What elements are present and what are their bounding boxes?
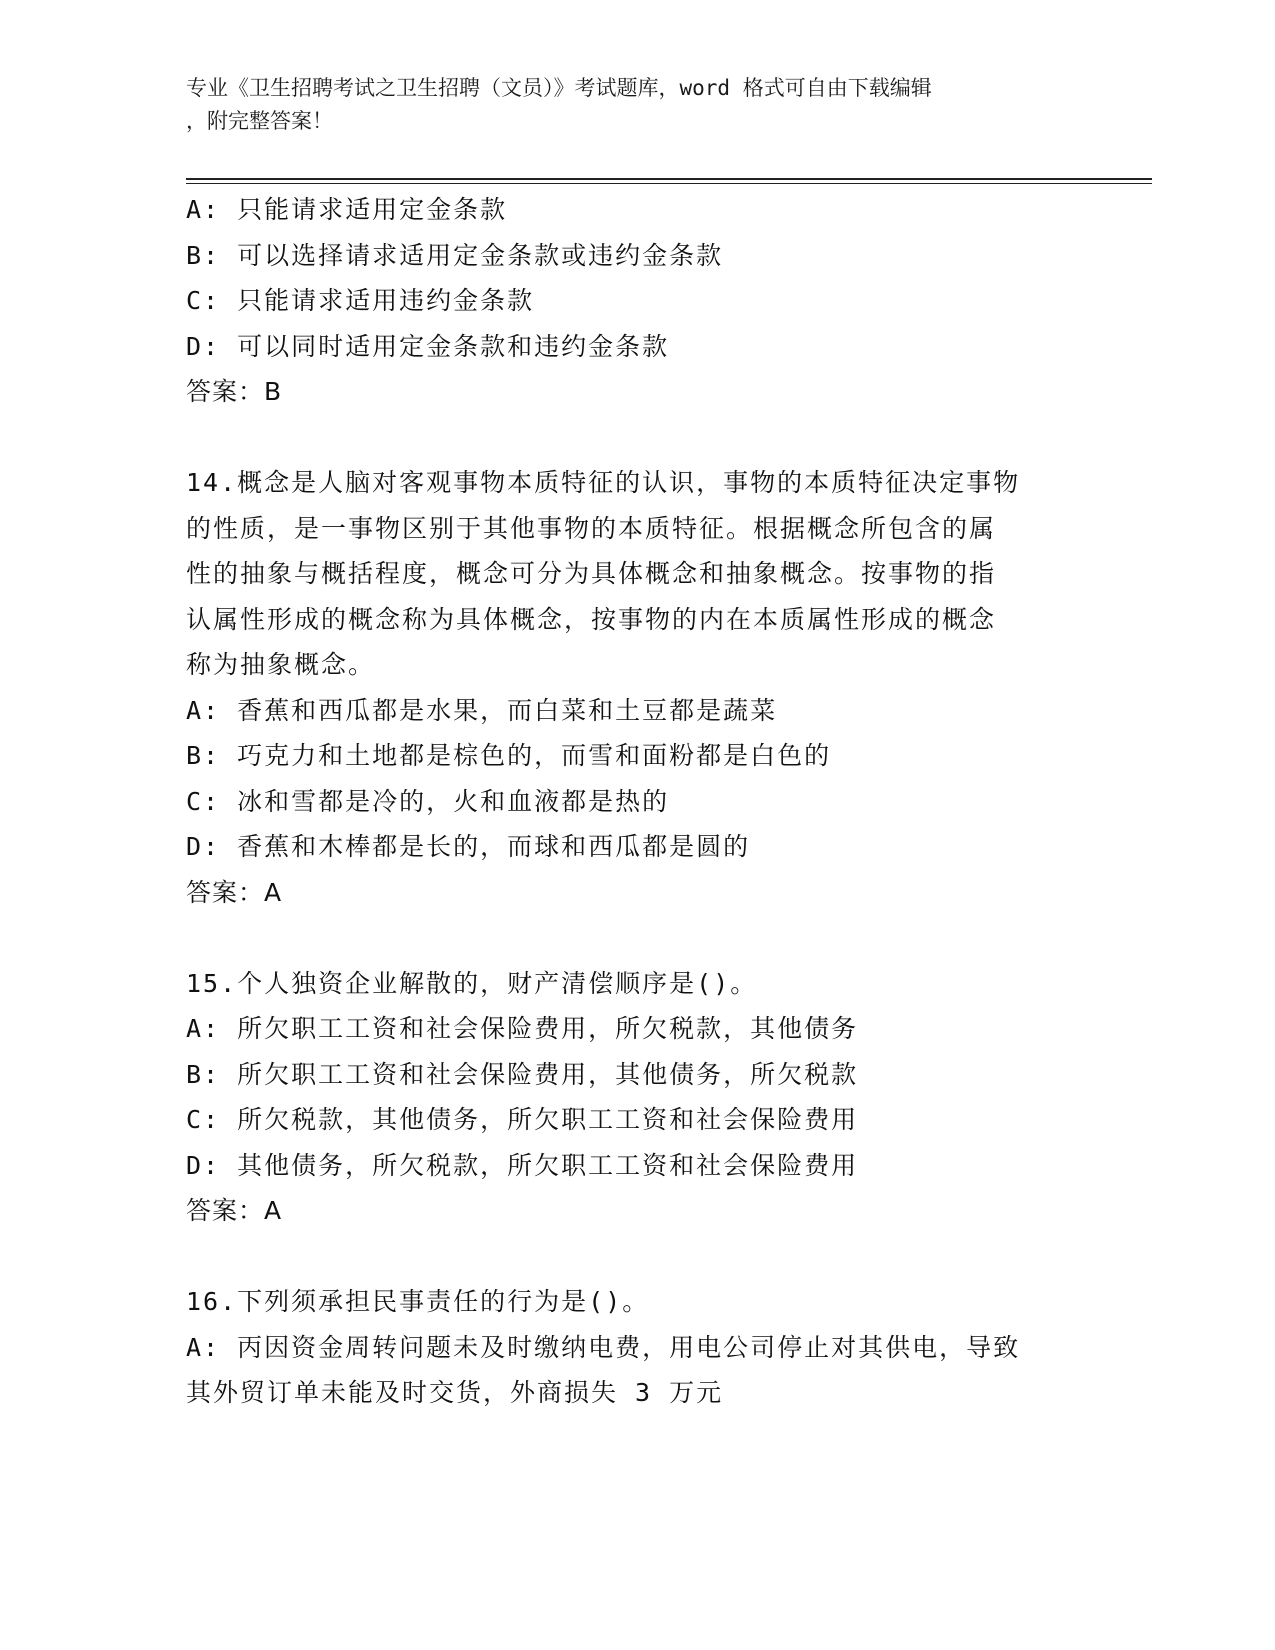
header-divider-thin	[186, 183, 1152, 184]
question-14	[186, 460, 1086, 915]
option-a-continued: 其外贸订单未能及时交货，外商损失 3 万元	[186, 1378, 724, 1407]
option-a: A: 香蕉和西瓜都是水果，而白菜和土豆都是蔬菜	[186, 695, 778, 725]
question-list	[186, 187, 1086, 1416]
option-c: C: 冰和雪都是冷的，火和血液都是热的	[186, 786, 670, 816]
question-stem-line: 认属性形成的概念称为具体概念，按事物的内在本质属性形成的概念	[186, 604, 997, 634]
question-13	[186, 187, 1086, 415]
option-b: B: 所欠职工工资和社会保险费用，其他债务，所欠税款	[186, 1059, 859, 1089]
option-a: A: 所欠职工工资和社会保险费用，所欠税款，其他债务	[186, 1014, 859, 1043]
question-15	[186, 961, 1086, 1234]
header-divider	[186, 178, 1152, 180]
option-c: C: 所欠税款，其他债务，所欠职工工资和社会保险费用	[186, 1105, 859, 1134]
option-d: D: 可以同时适用定金条款和违约金条款	[186, 331, 670, 361]
question-16	[186, 1279, 1086, 1416]
option-d: D: 其他债务，所欠税款，所欠职工工资和社会保险费用	[186, 1150, 859, 1180]
option-b: B: 可以选择请求适用定金条款或违约金条款	[186, 240, 724, 270]
option-b: B: 巧克力和土地都是棕色的，而雪和面粉都是白色的	[186, 741, 832, 770]
answer: 答案：A	[186, 877, 283, 907]
option-a: A: 只能请求适用定金条款	[186, 195, 508, 224]
option-c: C: 只能请求适用违约金条款	[186, 286, 535, 315]
answer: 答案：B	[186, 377, 283, 406]
question-stem-line: 性的抽象与概括程度，概念可分为具体概念和抽象概念。按事物的指	[186, 559, 997, 588]
header-line-2: ，附完整答案！	[186, 109, 333, 133]
header-line-1: 专业《卫生招聘考试之卫生招聘（文员）》考试题库，word 格式可自由下载编辑	[186, 76, 932, 100]
answer: 答案：A	[186, 1196, 283, 1225]
question-stem-line: 称为抽象概念。	[186, 650, 376, 679]
question-stem-line: 16.下列须承担民事责任的行为是()。	[186, 1287, 650, 1316]
document-header	[186, 72, 1066, 138]
option-d: D: 香蕉和木棒都是长的，而球和西瓜都是圆的	[186, 832, 751, 861]
question-stem-line: 的性质，是一事物区别于其他事物的本质特征。根据概念所包含的属	[186, 513, 997, 543]
question-stem-line: 14.概念是人脑对客观事物本质特征的认识，事物的本质特征决定事物	[186, 468, 1021, 497]
option-a: A: 丙因资金周转问题未及时缴纳电费，用电公司停止对其供电，导致	[186, 1332, 1021, 1362]
question-stem-line: 15.个人独资企业解散的，财产清偿顺序是()。	[186, 968, 758, 998]
